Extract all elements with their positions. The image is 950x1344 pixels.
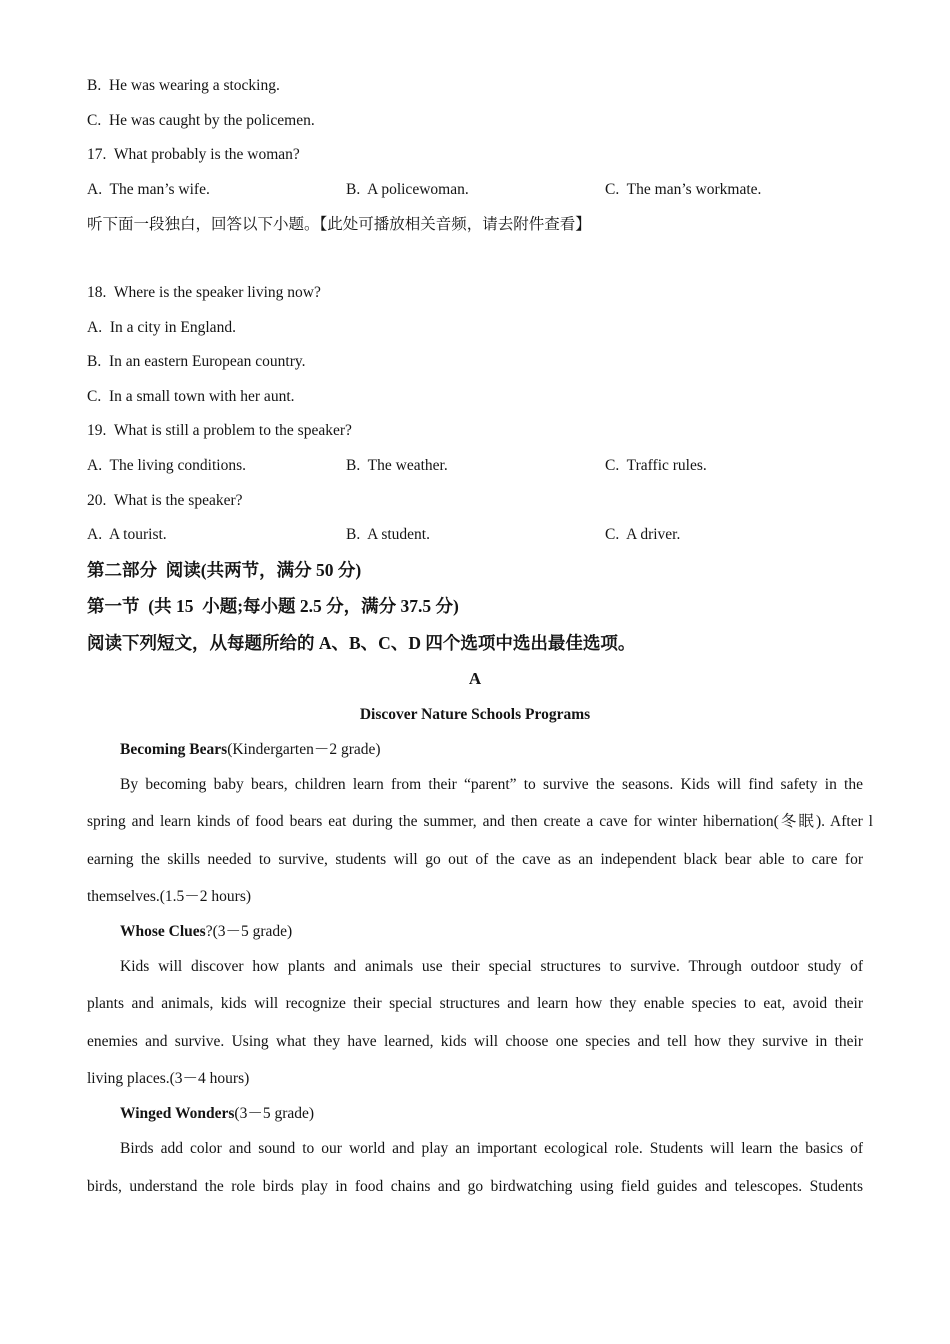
q20-option-c: C. A driver.: [605, 526, 681, 543]
program-grade: (Kindergarten－2 grade): [227, 741, 381, 758]
q19-question: 19. What is still a problem to the speaker?: [87, 422, 352, 439]
paragraph-line: birds, understand the role birds play in food chains and go birdwatching using field guides and telescopes. Students: [87, 1178, 863, 1195]
part-heading: 第二部分 阅读(共两节，满分 50 分): [87, 560, 362, 580]
paragraph-line: living places.(3－4 hours): [87, 1070, 250, 1087]
program-heading: [120, 740, 381, 760]
q19-option-c: C. Traffic rules.: [605, 457, 707, 474]
q17-option-b: B. A policewoman.: [346, 181, 469, 198]
q20-question: 20. What is the speaker?: [87, 492, 243, 509]
q17-question: 17. What probably is the woman?: [87, 146, 300, 163]
program-name: Winged Wonders: [120, 1105, 235, 1122]
q17-option-c: C. The man’s workmate.: [605, 181, 762, 198]
paragraph-line: earning the skills needed to survive, students will go out of the cave as an independent black bear able to care for: [87, 851, 863, 868]
program-grade: (3－5 grade): [234, 1105, 315, 1122]
q18-question: 18. Where is the speaker living now?: [87, 284, 321, 301]
paragraph-line: themselves.(1.5－2 hours): [87, 888, 252, 905]
paragraph-line: plants and animals, kids will recognize their special structures and learn how they enable species to eat, avoid their: [87, 995, 863, 1012]
passage-label: A: [468, 669, 482, 688]
monologue-instruction: 听下面一段独白，回答以下小题。【此处可播放相关音频，请去附件查看】: [87, 216, 591, 233]
program-name: Becoming Bears: [120, 741, 228, 758]
reading-instruction: 阅读下列短文，从每题所给的 A、B、C、D 四个选项中选出最佳选项。: [87, 633, 636, 653]
paragraph-line: Birds add color and sound to our world and play an important ecological role. Students will learn the basics of: [120, 1140, 863, 1157]
program-grade: ?(3－5 grade): [205, 923, 293, 940]
q16-option-b: B. He was wearing a stocking.: [87, 77, 280, 94]
program-heading: [120, 1104, 314, 1124]
q17-option-a: A. The man’s wife.: [87, 181, 210, 198]
q18-option-a: A. In a city in England.: [87, 319, 236, 336]
q20-option-a: A. A tourist.: [87, 526, 167, 543]
paragraph-line: Kids will discover how plants and animals use their special structures to survive. Through outdoor study of: [120, 958, 863, 975]
program-heading: [120, 922, 292, 942]
paragraph-line: By becoming baby bears, children learn from their “parent” to survive the seasons. Kids will find safety in the: [120, 776, 863, 793]
paragraph-line: enemies and survive. Using what they have learned, kids will choose one species and tell how they survive in their: [87, 1033, 863, 1050]
program-name: Whose Clues: [120, 923, 206, 940]
section-heading: 第一节 (共 15 小题;每小题 2.5 分，满分 37.5 分): [87, 596, 459, 616]
q20-option-b: B. A student.: [346, 526, 430, 543]
passage-title: Discover Nature Schools Programs: [359, 706, 591, 723]
q16-option-c: C. He was caught by the policemen.: [87, 112, 315, 129]
q18-option-c: C. In a small town with her aunt.: [87, 388, 295, 405]
q19-option-b: B. The weather.: [346, 457, 448, 474]
q19-option-a: A. The living conditions.: [87, 457, 247, 474]
q18-option-b: B. In an eastern European country.: [87, 353, 306, 370]
paragraph-line: spring and learn kinds of food bears eat during the summer, and then create a cave for winter hibernation(冬眠). After l: [87, 813, 873, 830]
